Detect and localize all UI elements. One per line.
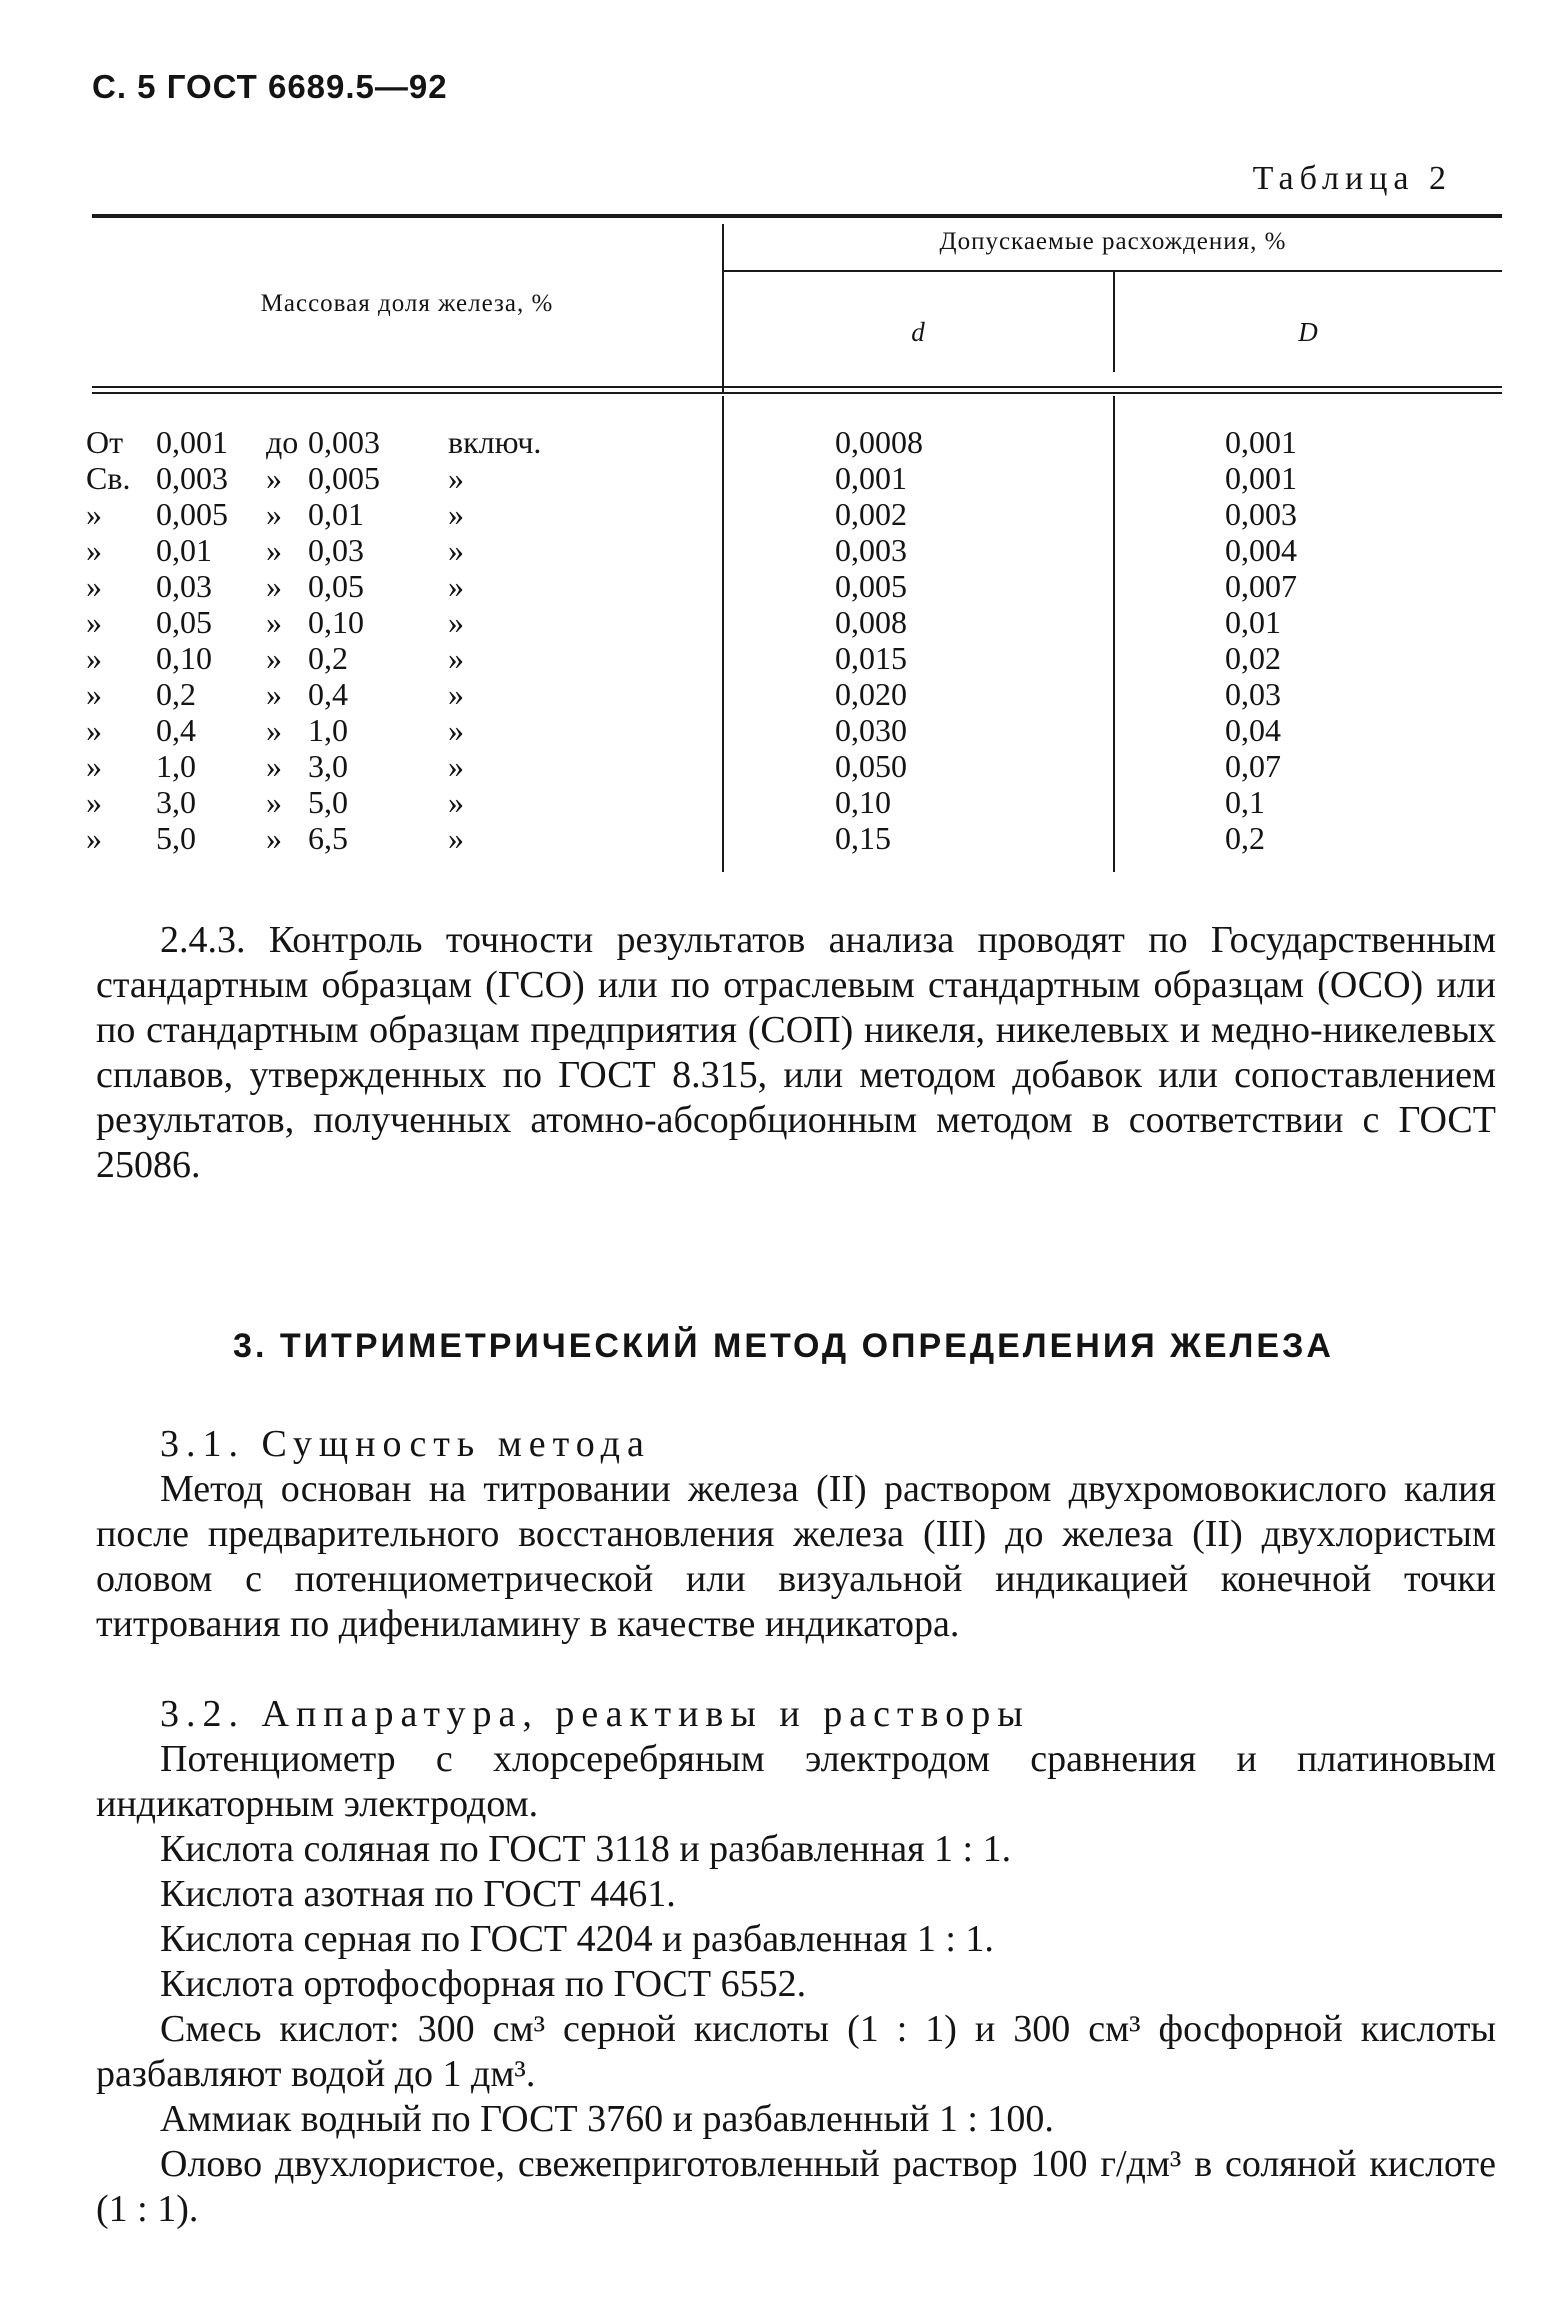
row-suffix: » xyxy=(448,640,464,676)
row-d: 0,005 xyxy=(835,568,907,604)
item-phosphoric-acid: Кислота ортофосфорная по ГОСТ 6552. xyxy=(160,1963,807,2005)
item-acid-mixture: Смесь кислот: 300 см³ серной кислоты (1 : 1) и 300 см³ фосфорной кислоты разбавляют водой до 1 дм³. xyxy=(96,2008,1496,2095)
row-from: 0,05 xyxy=(156,604,212,640)
row-prefix: Св. xyxy=(86,460,131,496)
table-row xyxy=(0,568,1567,604)
item-nitric-acid: Кислота азотная по ГОСТ 4461. xyxy=(160,1873,676,1915)
item-ammonia: Аммиак водный по ГОСТ 3760 и разбавленный 1 : 100. xyxy=(160,2098,1054,2140)
table-row xyxy=(0,676,1567,712)
running-header: С. 5 ГОСТ 6689.5—92 xyxy=(92,68,448,105)
row-D: 0,04 xyxy=(1225,712,1281,748)
row-to: 0,10 xyxy=(308,604,364,640)
row-to: 0,4 xyxy=(308,676,348,712)
row-D: 0,01 xyxy=(1225,604,1281,640)
row-prefix: » xyxy=(86,604,102,640)
row-sep: до xyxy=(266,424,299,460)
row-sep: » xyxy=(266,640,282,676)
row-D: 0,02 xyxy=(1225,640,1281,676)
row-d: 0,15 xyxy=(835,820,891,856)
row-from: 0,001 xyxy=(156,424,228,460)
paragraph-2-4-3: 2.4.3. Контроль точности результатов анализа проводят по Государственным стандартным образцам (ГСО) или по отраслевым стандартным образцам (ОСО) или по стандартным образцам предприятия (СОП) никеля, никелевых и медно-никелевых сплавов, утвержденных по ГОСТ 8.315, или методом добавок или сопоставлением результатов, полученных атомно-абсорбционным методом в соответствии с ГОСТ 25086. xyxy=(96,919,1496,1186)
row-to: 0,01 xyxy=(308,496,364,532)
row-suffix: » xyxy=(448,568,464,604)
row-sep: » xyxy=(266,532,282,568)
table-row xyxy=(0,496,1567,532)
table-row xyxy=(0,820,1567,856)
row-suffix: включ. xyxy=(448,424,542,460)
row-from: 0,10 xyxy=(156,640,212,676)
col-header-group: Допускаемые расхождения, % xyxy=(939,228,1287,255)
row-D: 0,03 xyxy=(1225,676,1281,712)
subsection-heading-3-2: 3.2. Аппаратура, реактивы и растворы xyxy=(160,1693,1030,1735)
row-suffix: » xyxy=(448,460,464,496)
row-suffix: » xyxy=(448,496,464,532)
row-from: 0,4 xyxy=(156,712,196,748)
row-to: 0,2 xyxy=(308,640,348,676)
row-D: 0,001 xyxy=(1225,460,1297,496)
row-D: 0,004 xyxy=(1225,532,1297,568)
row-to: 0,03 xyxy=(308,532,364,568)
row-from: 0,003 xyxy=(156,460,228,496)
table-caption: Таблица 2 xyxy=(1252,160,1452,197)
table-row xyxy=(0,532,1567,568)
row-sep: » xyxy=(266,784,282,820)
item-potentiometer: Потенциометр с хлорсеребряным электродом сравнения и платиновым индикаторным электродом. xyxy=(96,1738,1496,1825)
row-prefix: » xyxy=(86,748,102,784)
row-to: 0,005 xyxy=(308,460,380,496)
row-from: 0,005 xyxy=(156,496,228,532)
table-row xyxy=(0,460,1567,496)
row-D: 0,001 xyxy=(1225,424,1297,460)
row-d: 0,008 xyxy=(835,604,907,640)
col-header-d: d xyxy=(911,317,926,347)
row-from: 1,0 xyxy=(156,748,196,784)
row-d: 0,0008 xyxy=(835,424,923,460)
row-d: 0,001 xyxy=(835,460,907,496)
row-sep: » xyxy=(266,748,282,784)
row-from: 0,01 xyxy=(156,532,212,568)
row-prefix: » xyxy=(86,784,102,820)
table-row xyxy=(0,640,1567,676)
row-sep: » xyxy=(266,604,282,640)
row-sep: » xyxy=(266,712,282,748)
table-top-rule xyxy=(92,214,1502,218)
col-header-D: D xyxy=(1298,317,1319,347)
row-d: 0,003 xyxy=(835,532,907,568)
item-sulfuric-acid: Кислота серная по ГОСТ 4204 и разбавленная 1 : 1. xyxy=(160,1918,994,1960)
row-d: 0,015 xyxy=(835,640,907,676)
row-sep: » xyxy=(266,460,282,496)
row-sep: » xyxy=(266,676,282,712)
row-suffix: » xyxy=(448,784,464,820)
row-from: 0,03 xyxy=(156,568,212,604)
row-prefix: » xyxy=(86,568,102,604)
row-d: 0,030 xyxy=(835,712,907,748)
row-from: 5,0 xyxy=(156,820,196,856)
table-head-rule-1 xyxy=(92,386,1502,388)
table-row xyxy=(0,712,1567,748)
row-suffix: » xyxy=(448,604,464,640)
row-prefix: » xyxy=(86,640,102,676)
row-D: 0,003 xyxy=(1225,496,1297,532)
table-row xyxy=(0,748,1567,784)
table-head-rule-2 xyxy=(92,392,1502,394)
table-row xyxy=(0,424,1567,460)
row-d: 0,10 xyxy=(835,784,891,820)
row-sep: » xyxy=(266,496,282,532)
row-sep: » xyxy=(266,568,282,604)
row-prefix: » xyxy=(86,712,102,748)
row-suffix: » xyxy=(448,820,464,856)
item-tin-chloride: Олово двухлористое, свежеприготовленный раствор 100 г/дм³ в соляной кислоте (1 : 1). xyxy=(96,2143,1496,2230)
row-prefix: » xyxy=(86,676,102,712)
row-from: 0,2 xyxy=(156,676,196,712)
row-suffix: » xyxy=(448,712,464,748)
row-D: 0,1 xyxy=(1225,784,1265,820)
row-d: 0,020 xyxy=(835,676,907,712)
row-suffix: » xyxy=(448,676,464,712)
row-d: 0,050 xyxy=(835,748,907,784)
row-sep: » xyxy=(266,820,282,856)
row-prefix: » xyxy=(86,820,102,856)
row-to: 0,05 xyxy=(308,568,364,604)
row-suffix: » xyxy=(448,748,464,784)
row-to: 0,003 xyxy=(308,424,380,460)
row-prefix: От xyxy=(86,424,124,460)
row-D: 0,07 xyxy=(1225,748,1281,784)
row-to: 3,0 xyxy=(308,748,348,784)
paragraph-3-1: Метод основан на титровании железа (II) раствором двухромовокислого калия после предварительного восстановления железа (III) до железа (II) двухлористым оловом с потенциометрической или визуальной индикацией конечной точки титрования по дифениламину в качестве индикатора. xyxy=(96,1468,1496,1645)
row-to: 5,0 xyxy=(308,784,348,820)
row-from: 3,0 xyxy=(156,784,196,820)
item-hydrochloric-acid: Кислота соляная по ГОСТ 3118 и разбавленная 1 : 1. xyxy=(160,1828,1012,1870)
row-D: 0,2 xyxy=(1225,820,1265,856)
row-to: 6,5 xyxy=(308,820,348,856)
col-header-mass: Массовая доля железа, % xyxy=(260,290,554,317)
row-prefix: » xyxy=(86,532,102,568)
row-to: 1,0 xyxy=(308,712,348,748)
section-heading: 3. ТИТРИМЕТРИЧЕСКИЙ МЕТОД ОПРЕДЕЛЕНИЯ ЖЕЛЕЗА xyxy=(233,1327,1334,1365)
subsection-heading-3-1: 3.1. Сущность метода xyxy=(160,1423,651,1465)
row-suffix: » xyxy=(448,532,464,568)
table-row xyxy=(0,604,1567,640)
row-D: 0,007 xyxy=(1225,568,1297,604)
row-prefix: » xyxy=(86,496,102,532)
table-row xyxy=(0,784,1567,820)
row-d: 0,002 xyxy=(835,496,907,532)
